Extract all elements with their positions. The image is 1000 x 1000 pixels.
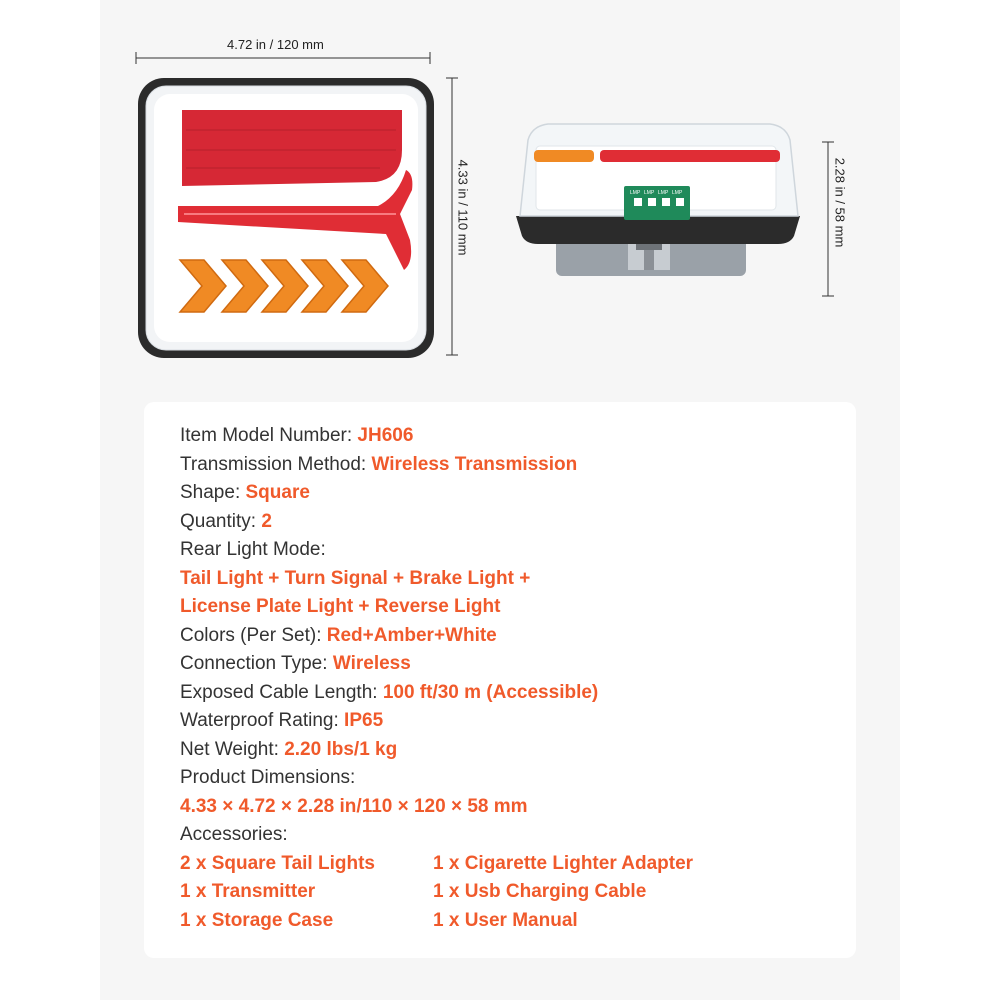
spec-label: Item Model Number: (180, 425, 358, 446)
spec-value: IP65 (344, 710, 384, 731)
accessory-item: 1 x Transmitter (180, 881, 316, 902)
spec-value: 2.20 lbs/1 kg (284, 738, 398, 760)
spec-value: 2 (261, 510, 272, 532)
spec-value: Wireless Transmission (371, 453, 578, 475)
spec-value: Square (245, 482, 310, 503)
spec-rear-mode-line2: License Plate Light + Reverse Light (180, 596, 501, 617)
spec-waterproof (180, 707, 840, 736)
spec-label: Net Weight: (180, 738, 285, 760)
accessory-item: 1 x Storage Case (180, 909, 334, 931)
spec-accessories-label: Accessories: (180, 824, 288, 845)
spec-card (144, 402, 856, 958)
spec-connection (180, 650, 840, 679)
spec-model (180, 422, 840, 451)
lamp-base (516, 216, 800, 244)
spec-label: Connection Type: (180, 653, 333, 674)
spec-label: Transmission Method: (180, 453, 372, 475)
spec-value: JH606 (357, 425, 414, 446)
spec-shape (180, 479, 840, 508)
spec-quantity (180, 508, 840, 537)
spec-list (180, 422, 840, 935)
accessory-item: 2 x Square Tail Lights (180, 852, 375, 874)
spec-label: Quantity: (180, 510, 262, 532)
spec-product-dims-label: Product Dimensions: (180, 767, 356, 788)
spec-value: 100 ft/30 m (Accessible) (382, 681, 599, 703)
spec-rear-mode-line1: Tail Light + Turn Signal + Brake Light + (180, 567, 531, 589)
accessory-item: 1 x Usb Charging Cable (433, 881, 647, 902)
spec-label: Colors (Per Set): (180, 624, 327, 646)
spec-rear-mode-label: Rear Light Mode: (180, 539, 326, 560)
board-label-1: LMP (630, 190, 641, 196)
height-label: 4.33 in / 110 mm (455, 159, 471, 256)
board-label-2: LMP (644, 190, 655, 196)
spec-product-dims-value: 4.33 × 4.72 × 2.28 in/110 × 120 × 58 mm (180, 795, 528, 817)
board-label-4: LMP (672, 190, 683, 196)
spec-colors (180, 622, 840, 651)
spec-label: Exposed Cable Length: (180, 681, 383, 703)
accessories-list (180, 850, 840, 936)
width-label: 4.72 in / 120 mm (227, 37, 324, 52)
spec-value: Red+Amber+White (326, 624, 497, 646)
accessory-item: 1 x Cigarette Lighter Adapter (433, 852, 694, 874)
depth-label: 2.28 in / 58 mm (832, 157, 848, 248)
spec-cable (180, 679, 840, 708)
spec-transmission (180, 451, 840, 480)
spec-weight (180, 736, 840, 765)
spec-label: Waterproof Rating: (180, 710, 345, 731)
accessory-item: 1 x User Manual (433, 909, 578, 931)
spec-label: Shape: (180, 482, 246, 503)
spec-value: Wireless (332, 653, 411, 674)
board-label-3: LMP (658, 190, 669, 196)
